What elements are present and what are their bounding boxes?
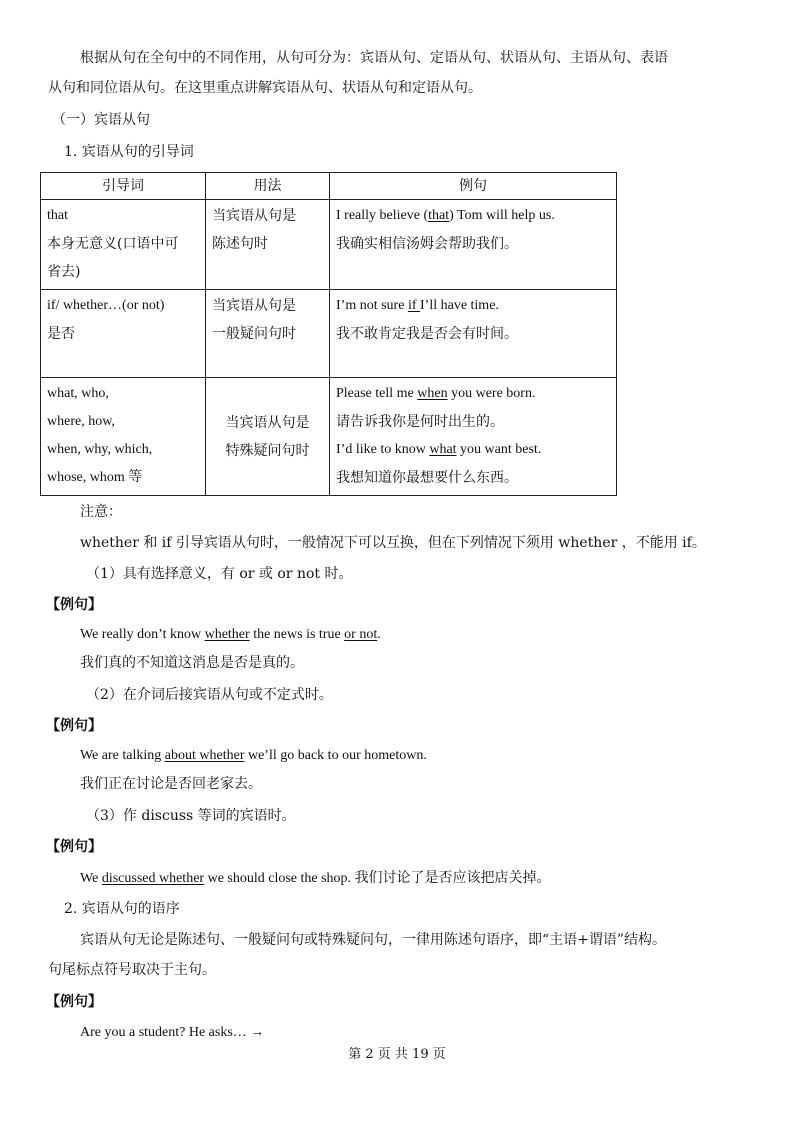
- example-text: We are talking: [80, 748, 165, 763]
- guide-text: whose, whom 等: [47, 470, 143, 485]
- example-text: the news is true: [249, 627, 345, 642]
- usage-cell: [206, 200, 330, 290]
- example-text: we’ll go back to our hometown.: [244, 748, 427, 763]
- example-zh: 我确实相信汤姆会帮助我们。: [336, 236, 518, 252]
- example-underlined: if: [407, 298, 420, 313]
- usage-cell: [206, 290, 330, 378]
- example-text: I’d like to know: [336, 442, 430, 457]
- guide-text: 是否: [47, 326, 75, 342]
- guide-text: 省去): [47, 264, 81, 280]
- table-header-example: 例句: [330, 173, 617, 200]
- usage-cell: [206, 378, 330, 496]
- example-zh: 请告诉我你是何时出生的。: [336, 414, 504, 430]
- example-sentence-1: [80, 625, 381, 645]
- example-text: you were born.: [447, 386, 536, 401]
- example-label: 【例句】: [46, 994, 102, 1010]
- subsection-heading-2: 2. 宾语从句的语序: [64, 901, 180, 917]
- example-text: I’m not sure: [336, 298, 408, 313]
- example-underlined: or not: [344, 627, 378, 642]
- example-translation-2: 我们正在讨论是否回老家去。: [80, 776, 262, 792]
- table-row: [41, 290, 617, 378]
- example-underlined: when: [417, 386, 448, 401]
- guide-text: 本身无意义(口语中可: [47, 236, 179, 252]
- usage-text: 一般疑问句时: [212, 326, 296, 342]
- guide-text: that: [47, 208, 68, 223]
- example-text: you want best.: [456, 442, 542, 457]
- case-2: （2）在介词后接宾语从句或不定式时。: [86, 687, 333, 703]
- table-header-usage: 用法: [206, 173, 330, 200]
- example-underlined: about whether: [164, 748, 245, 763]
- example-translation-3: 我们讨论了是否应该把店关掉。: [354, 870, 551, 886]
- example-text: .: [377, 627, 381, 642]
- example-text: Please tell me: [336, 386, 418, 401]
- example-en: [336, 436, 610, 464]
- guide-text: if/ whether…(or not): [47, 298, 165, 313]
- note-text: whether 和 if 引导宾语从句时，一般情况下可以互换，但在下列情况下须用 whether ，不能用 if。: [80, 535, 706, 551]
- subsection-heading-1: 1. 宾语从句的引导词: [64, 144, 194, 160]
- usage-text: 当宾语从句是: [225, 414, 310, 431]
- example-text: ) Tom will help us.: [449, 208, 555, 223]
- example-label: 【例句】: [46, 597, 102, 613]
- example-zh: 我不敢肯定我是否会有时间。: [336, 326, 518, 342]
- conjunction-table: [40, 172, 617, 496]
- intro-line-1: 根据从句在全句中的不同作用，从句可分为：宾语从句、定语从句、状语从句、主语从句、表语: [80, 50, 668, 66]
- table-header-guide: 引导词: [41, 173, 206, 200]
- usage-text: 特殊疑问句时: [225, 442, 310, 459]
- intro-line-2: 从句和同位语从句。在这里重点讲解宾语从句、状语从句和定语从句。: [48, 80, 482, 96]
- example-sentence-3: [80, 868, 551, 889]
- example-label: 【例句】: [46, 718, 102, 734]
- example-underlined: discussed whether: [101, 871, 205, 886]
- section-heading: （一）宾语从句: [52, 112, 150, 128]
- example-text: I really believe (: [336, 208, 429, 223]
- example-underlined: what: [429, 442, 457, 457]
- note-label: 注意：: [80, 504, 122, 520]
- guide-cell: [41, 378, 206, 496]
- table-row: [41, 378, 617, 496]
- example-zh: 我想知道你最想要什么东西。: [336, 470, 518, 486]
- guide-cell: [41, 200, 206, 290]
- guide-text: where, how,: [47, 414, 115, 429]
- guide-cell: [41, 290, 206, 378]
- example-text: we should close the shop.: [204, 871, 355, 886]
- table-header-row: [41, 173, 617, 200]
- usage-text: 陈述句时: [212, 236, 268, 252]
- example-sentence-4: Are you a student? He asks… →: [80, 1025, 265, 1040]
- page-footer: 第 2 页 共 19 页: [348, 1047, 446, 1062]
- table-row: [41, 200, 617, 290]
- example-en: [336, 202, 610, 230]
- example-text: I’ll have time.: [420, 298, 499, 313]
- example-label: 【例句】: [46, 839, 102, 855]
- example-translation-1: 我们真的不知道这消息是否是真的。: [80, 655, 304, 671]
- example-underlined: that: [428, 208, 450, 223]
- example-underlined: whether: [204, 627, 250, 642]
- example-en: [336, 380, 610, 408]
- case-3: （3）作 discuss 等词的宾语时。: [86, 808, 296, 824]
- example-text: We: [80, 871, 102, 886]
- example-cell: [330, 200, 617, 290]
- guide-text: when, why, which,: [47, 442, 153, 457]
- paragraph-line-2: 句尾标点符号取决于主句。: [48, 962, 216, 978]
- usage-text: 当宾语从句是: [212, 208, 296, 224]
- example-text: We really don’t know: [80, 627, 205, 642]
- example-sentence-2: [80, 746, 427, 766]
- example-cell: [330, 290, 617, 378]
- case-1: （1）具有选择意义，有 or 或 or not 时。: [86, 566, 353, 582]
- example-cell: [330, 378, 617, 496]
- paragraph-line-1: 宾语从句无论是陈述句、一般疑问句或特殊疑问句，一律用陈述句语序，即“主语+谓语”结构。: [80, 932, 667, 948]
- guide-text: what, who,: [47, 386, 109, 401]
- example-en: [336, 292, 610, 320]
- usage-text: 当宾语从句是: [212, 298, 296, 314]
